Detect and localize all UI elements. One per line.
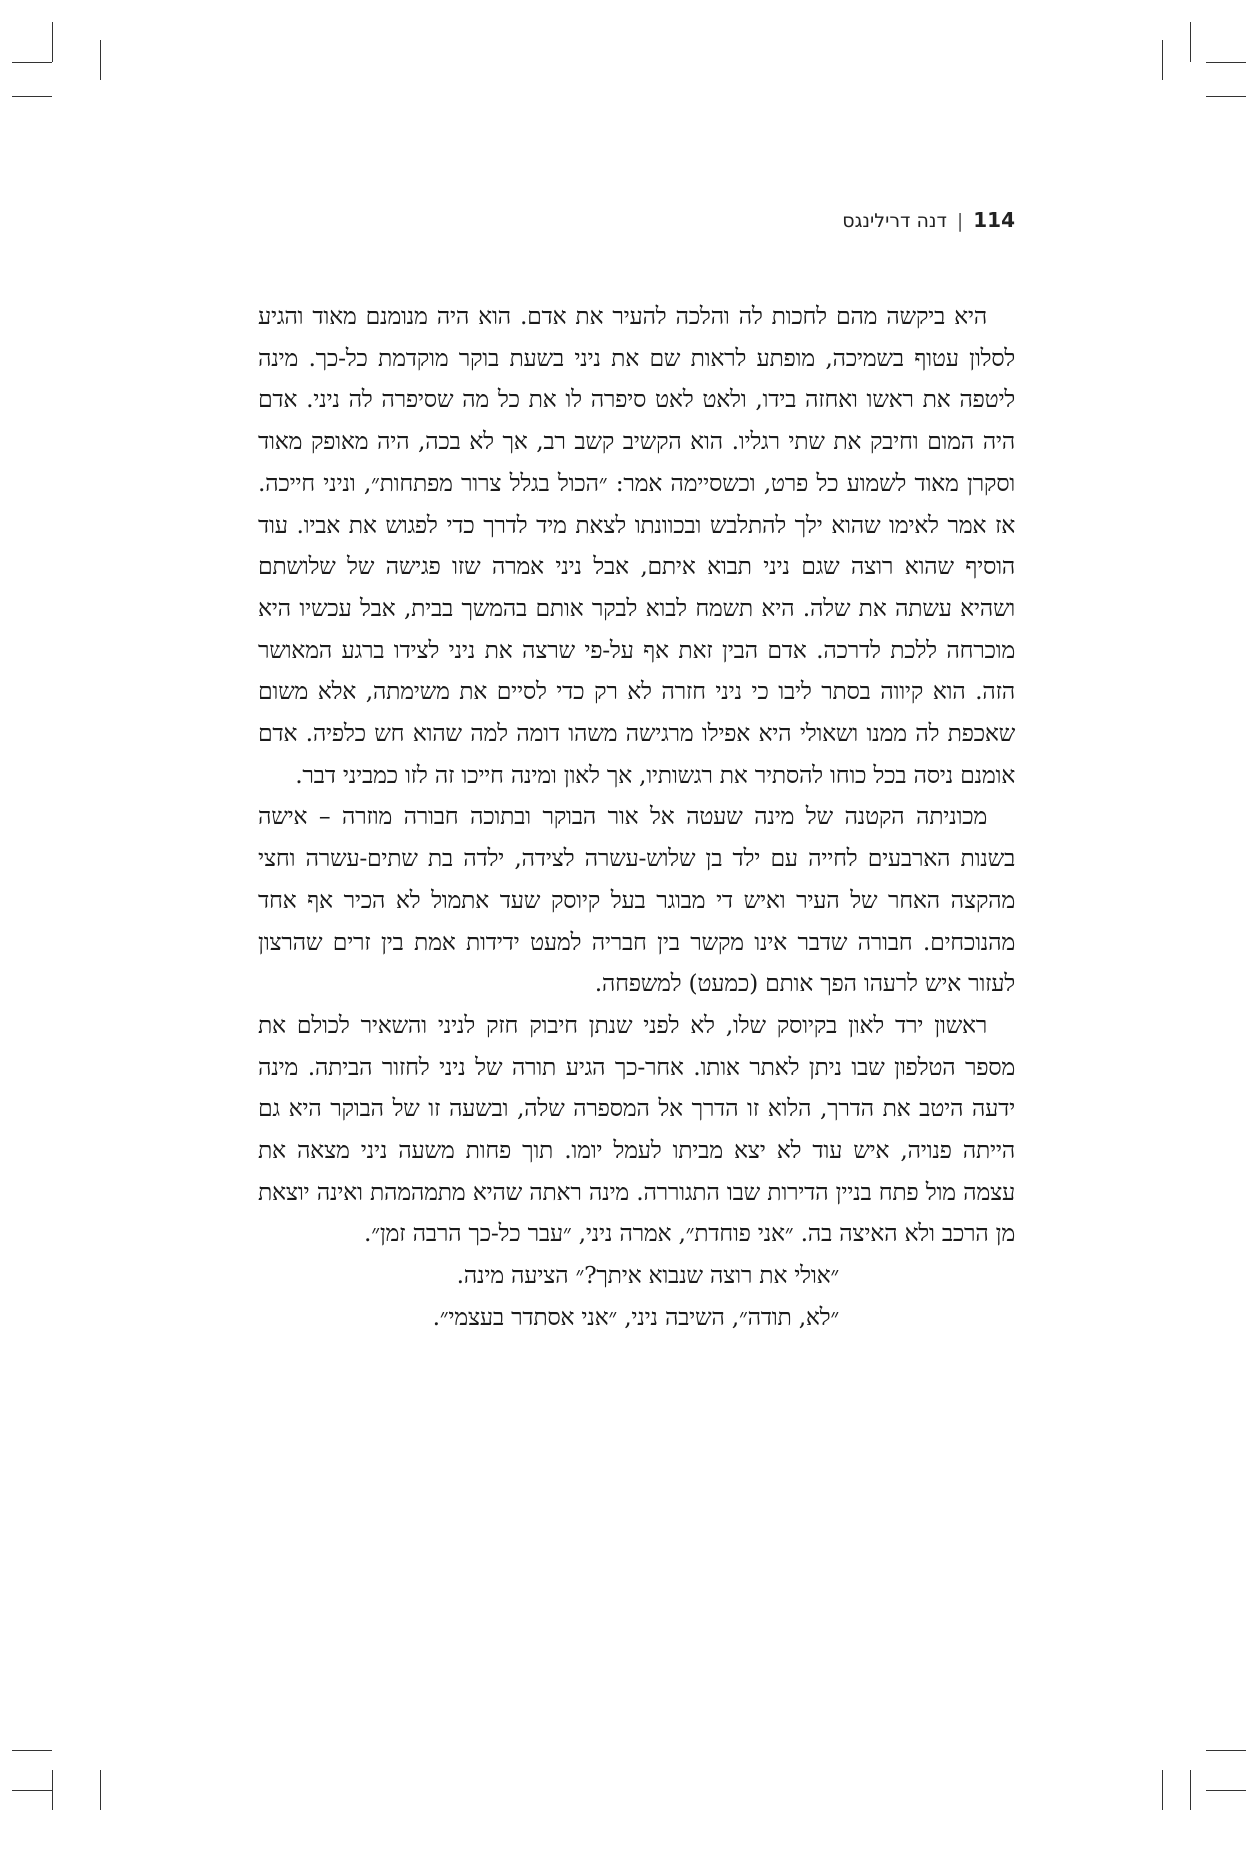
running-head: [258, 208, 1015, 232]
crop-mark: [1206, 62, 1246, 63]
crop-mark: [1206, 96, 1246, 97]
crop-mark: [1162, 40, 1163, 80]
crop-mark: [100, 1770, 101, 1810]
author-name: דנה דרילינגס: [842, 210, 947, 232]
paragraph: מכוניתה הקטנה של מינה שעטה אל אור הבוקר ובתוכה חבורה מוזרה – אישה בשנות הארבעים לחייה עם ילד בן שלוש-עשרה לצידה, ילדה בת שתים-עשרה וחצי מהקצה האחר של העיר ואיש די מבוגר בעל קיוסק שעד אתמול לא הכיר אף אחד מהנוכחים. חבורה שדבר אינו מקשר בין חבריה למעט ידידות אמת בין זרים שהרצון לעזור איש לרעהו הפך אותם (כמעט) למשפחה.: [258, 802, 1015, 998]
dialogue-line: ״לא, תודה״, השיבה ניני, ״אני אסתדר בעצמי״.: [432, 1302, 839, 1331]
crop-mark: [12, 62, 52, 63]
page-number: 114: [973, 208, 1015, 232]
crop-mark: [1206, 1750, 1246, 1751]
crop-mark: [1162, 1770, 1163, 1810]
crop-mark: [52, 1770, 53, 1810]
crop-mark: [12, 1790, 52, 1791]
crop-mark: [1190, 1770, 1191, 1810]
header-separator: |: [956, 210, 964, 232]
dialogue-line: ״אולי את רוצה שנבוא איתך?״ הציעה מינה.: [456, 1261, 839, 1290]
crop-mark: [52, 22, 53, 62]
crop-mark: [12, 1750, 52, 1751]
crop-mark: [100, 40, 101, 80]
paragraph: היא ביקשה מהם לחכות לה והלכה להעיר את אדם. הוא היה מנומנם מאוד והגיע לסלון עטוף בשמיכה, מופתע לראות שם את ניני בשעת בוקר מוקדמת כל-כך. מינה ליטפה את ראשו ואחזה בידו, ולאט לאט סיפרה לו את כל מה שסיפרה לה ניני. אדם היה המום וחיבק את שתי רגליו. הוא הקשיב קשב רב, אך לא בכה, היה מאופק מאוד וסקרן מאוד לשמוע כל פרט, וכשסיימה אמר: ״הכול בגלל צרור מפתחות״, וניני חייכה. אז אמר לאימו שהוא ילך להתלבש ובכוונתו לצאת מיד לדרך כדי לפגוש את אביו. עוד הוסיף שהוא רוצה שגם ניני תבוא איתם, אבל ניני אמרה שזו פגישה של שלושתם ושהיא עשתה את שלה. היא תשמח לבוא לבקר אותם בהמשך בבית, אבל עכשיו היא מוכרחה ללכת לדרכה. אדם הבין זאת אף על-פי שרצה את ניני לצידו ברגע המאושר הזה. הוא קיווה בסתר ליבו כי ניני חזרה לא רק כדי לסיים את משימתה, אלא משום שאכפת לה ממנו ושאולי היא אפילו מרגישה משהו דומה למה שהוא חש כלפיה. אדם אומנם ניסה בכל כוחו להסתיר את רגשותיו, אך לאון ומינה חייכו זה לזו כמביני דבר.: [258, 302, 1015, 789]
body-text: [258, 296, 1015, 1339]
paragraph: ראשון ירד לאון בקיוסק שלו, לא לפני שנתן חיבוק חזק לניני והשאיר לכולם את מספר הטלפון שבו ניתן לאתר אותו. אחר-כך הגיע תורה של ניני לחזור הביתה. מינה ידעה היטב את הדרך, הלוא זו הדרך אל המספרה שלה, ובשעה זו של הבוקר היא גם הייתה פנויה, איש עוד לא יצא מביתו לעמל יומו. תוך פחות משעה ניני מצאה את עצמה מול פתח בניין הדירות שבו התגוררה. מינה ראתה שהיא מתמהמהת ואינה יוצאת מן הרכב ולא האיצה בה. ״אני פוחדת״, אמרה ניני, ״עבר כל-כך הרבה זמן״.: [258, 1010, 1015, 1248]
crop-mark: [12, 96, 52, 97]
crop-mark: [1190, 22, 1191, 62]
crop-mark: [1206, 1790, 1246, 1791]
